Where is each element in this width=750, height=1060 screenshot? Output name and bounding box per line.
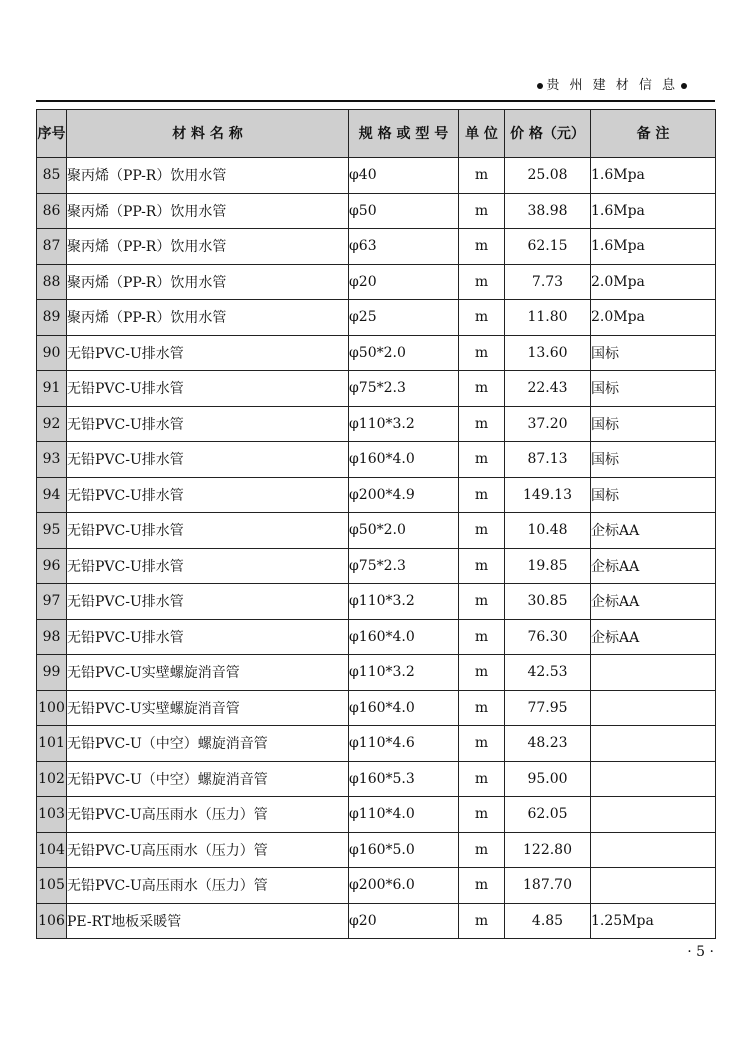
cell-price: 76.30: [505, 619, 591, 655]
cell-note: 1.6Mpa: [591, 158, 716, 194]
cell-unit: m: [459, 193, 505, 229]
cell-spec: φ200*6.0: [349, 868, 459, 904]
table-row: [37, 158, 716, 194]
cell-spec: φ110*3.2: [349, 655, 459, 691]
table-row: [37, 903, 716, 939]
table-header-row: [37, 110, 716, 158]
cell-no: 92: [37, 406, 67, 442]
cell-note: 2.0Mpa: [591, 300, 716, 336]
table-row: [37, 442, 716, 478]
cell-name: 聚丙烯（PP-R）饮用水管: [67, 158, 349, 194]
cell-no: 91: [37, 371, 67, 407]
table-row: [37, 832, 716, 868]
cell-price: 11.80: [505, 300, 591, 336]
cell-name: 聚丙烯（PP-R）饮用水管: [67, 193, 349, 229]
cell-name: 无铅PVC-U高压雨水（压力）管: [67, 832, 349, 868]
cell-name: 无铅PVC-U排水管: [67, 619, 349, 655]
cell-name: 无铅PVC-U实壁螺旋消音管: [67, 690, 349, 726]
table-row: [37, 229, 716, 265]
cell-note: 企标AA: [591, 513, 716, 549]
cell-price: 149.13: [505, 477, 591, 513]
cell-no: 100: [37, 690, 67, 726]
cell-price: 4.85: [505, 903, 591, 939]
cell-no: 85: [37, 158, 67, 194]
cell-spec: φ160*5.3: [349, 761, 459, 797]
cell-note: [591, 868, 716, 904]
cell-no: 90: [37, 335, 67, 371]
cell-name: PE-RT地板采暖管: [67, 903, 349, 939]
price-table: [36, 109, 716, 939]
col-header-unit: 单 位: [459, 110, 505, 158]
cell-spec: φ40: [349, 158, 459, 194]
cell-unit: m: [459, 761, 505, 797]
cell-unit: m: [459, 584, 505, 620]
cell-no: 101: [37, 726, 67, 762]
cell-price: 7.73: [505, 264, 591, 300]
cell-no: 106: [37, 903, 67, 939]
page-header: [534, 74, 690, 93]
cell-note: 企标AA: [591, 548, 716, 584]
cell-spec: φ20: [349, 903, 459, 939]
cell-name: 无铅PVC-U排水管: [67, 477, 349, 513]
cell-name: 无铅PVC-U排水管: [67, 371, 349, 407]
cell-no: 102: [37, 761, 67, 797]
header-rule: [36, 100, 715, 102]
table-row: [37, 300, 716, 336]
table-row: [37, 513, 716, 549]
col-header-no: 序号: [37, 110, 67, 158]
cell-price: 30.85: [505, 584, 591, 620]
col-header-spec: 规 格 或 型 号: [349, 110, 459, 158]
cell-no: 94: [37, 477, 67, 513]
table-row: [37, 548, 716, 584]
cell-note: 国标: [591, 406, 716, 442]
col-header-name: 材 料 名 称: [67, 110, 349, 158]
cell-note: [591, 726, 716, 762]
cell-unit: m: [459, 335, 505, 371]
cell-note: 国标: [591, 442, 716, 478]
cell-note: [591, 797, 716, 833]
cell-spec: φ25: [349, 300, 459, 336]
cell-spec: φ160*4.0: [349, 442, 459, 478]
cell-spec: φ110*3.2: [349, 406, 459, 442]
cell-unit: m: [459, 158, 505, 194]
col-header-note: 备 注: [591, 110, 716, 158]
cell-name: 无铅PVC-U实壁螺旋消音管: [67, 655, 349, 691]
cell-no: 89: [37, 300, 67, 336]
cell-unit: m: [459, 406, 505, 442]
cell-price: 122.80: [505, 832, 591, 868]
table-row: [37, 335, 716, 371]
table-row: [37, 406, 716, 442]
cell-price: 38.98: [505, 193, 591, 229]
cell-spec: φ160*5.0: [349, 832, 459, 868]
cell-price: 22.43: [505, 371, 591, 407]
cell-note: 1.25Mpa: [591, 903, 716, 939]
cell-price: 48.23: [505, 726, 591, 762]
cell-name: 聚丙烯（PP-R）饮用水管: [67, 229, 349, 265]
cell-note: 国标: [591, 371, 716, 407]
cell-name: 无铅PVC-U排水管: [67, 548, 349, 584]
cell-no: 104: [37, 832, 67, 868]
table-row: [37, 193, 716, 229]
table-row: [37, 868, 716, 904]
cell-no: 99: [37, 655, 67, 691]
table-row: [37, 264, 716, 300]
cell-unit: m: [459, 655, 505, 691]
cell-unit: m: [459, 300, 505, 336]
table-row: [37, 655, 716, 691]
cell-no: 105: [37, 868, 67, 904]
table-row: [37, 726, 716, 762]
table-row: [37, 584, 716, 620]
cell-note: 企标AA: [591, 619, 716, 655]
cell-no: 93: [37, 442, 67, 478]
cell-spec: φ75*2.3: [349, 371, 459, 407]
cell-spec: φ110*4.0: [349, 797, 459, 833]
cell-note: 国标: [591, 477, 716, 513]
cell-price: 87.13: [505, 442, 591, 478]
cell-price: 187.70: [505, 868, 591, 904]
cell-note: 国标: [591, 335, 716, 371]
cell-no: 88: [37, 264, 67, 300]
cell-no: 95: [37, 513, 67, 549]
cell-note: [591, 690, 716, 726]
cell-unit: m: [459, 371, 505, 407]
table-row: [37, 477, 716, 513]
cell-price: 37.20: [505, 406, 591, 442]
cell-name: 无铅PVC-U高压雨水（压力）管: [67, 797, 349, 833]
cell-name: 无铅PVC-U排水管: [67, 584, 349, 620]
cell-note: [591, 655, 716, 691]
cell-name: 无铅PVC-U排水管: [67, 513, 349, 549]
publication-title: 贵 州 建 材 信 息: [546, 78, 678, 93]
cell-no: 87: [37, 229, 67, 265]
page-number: · 5 ·: [687, 944, 714, 960]
cell-unit: m: [459, 477, 505, 513]
cell-unit: m: [459, 690, 505, 726]
cell-price: 62.05: [505, 797, 591, 833]
cell-unit: m: [459, 229, 505, 265]
table-row: [37, 619, 716, 655]
cell-name: 聚丙烯（PP-R）饮用水管: [67, 264, 349, 300]
cell-unit: m: [459, 548, 505, 584]
cell-spec: φ200*4.9: [349, 477, 459, 513]
cell-price: 13.60: [505, 335, 591, 371]
cell-spec: φ75*2.3: [349, 548, 459, 584]
cell-no: 103: [37, 797, 67, 833]
cell-name: 无铅PVC-U（中空）螺旋消音管: [67, 726, 349, 762]
cell-spec: φ20: [349, 264, 459, 300]
cell-spec: φ160*4.0: [349, 690, 459, 726]
cell-unit: m: [459, 797, 505, 833]
cell-price: 42.53: [505, 655, 591, 691]
bullet-icon: [537, 83, 543, 89]
table-row: [37, 797, 716, 833]
cell-note: 2.0Mpa: [591, 264, 716, 300]
cell-no: 98: [37, 619, 67, 655]
cell-price: 10.48: [505, 513, 591, 549]
cell-price: 25.08: [505, 158, 591, 194]
cell-no: 86: [37, 193, 67, 229]
cell-name: 无铅PVC-U高压雨水（压力）管: [67, 868, 349, 904]
cell-spec: φ50*2.0: [349, 513, 459, 549]
cell-note: [591, 761, 716, 797]
cell-unit: m: [459, 442, 505, 478]
table-row: [37, 761, 716, 797]
cell-name: 聚丙烯（PP-R）饮用水管: [67, 300, 349, 336]
cell-note: 企标AA: [591, 584, 716, 620]
cell-spec: φ50: [349, 193, 459, 229]
cell-name: 无铅PVC-U排水管: [67, 406, 349, 442]
cell-name: 无铅PVC-U（中空）螺旋消音管: [67, 761, 349, 797]
cell-unit: m: [459, 264, 505, 300]
cell-price: 62.15: [505, 229, 591, 265]
cell-note: 1.6Mpa: [591, 193, 716, 229]
cell-unit: m: [459, 726, 505, 762]
cell-note: [591, 832, 716, 868]
col-header-price: 价 格（元）: [505, 110, 591, 158]
cell-price: 19.85: [505, 548, 591, 584]
cell-spec: φ110*4.6: [349, 726, 459, 762]
cell-unit: m: [459, 619, 505, 655]
cell-price: 77.95: [505, 690, 591, 726]
cell-no: 97: [37, 584, 67, 620]
table-row: [37, 690, 716, 726]
cell-unit: m: [459, 868, 505, 904]
cell-name: 无铅PVC-U排水管: [67, 335, 349, 371]
bullet-icon: [681, 83, 687, 89]
cell-no: 96: [37, 548, 67, 584]
cell-note: 1.6Mpa: [591, 229, 716, 265]
cell-price: 95.00: [505, 761, 591, 797]
cell-name: 无铅PVC-U排水管: [67, 442, 349, 478]
table-row: [37, 371, 716, 407]
cell-unit: m: [459, 513, 505, 549]
cell-spec: φ110*3.2: [349, 584, 459, 620]
cell-unit: m: [459, 903, 505, 939]
cell-spec: φ50*2.0: [349, 335, 459, 371]
cell-unit: m: [459, 832, 505, 868]
cell-spec: φ63: [349, 229, 459, 265]
cell-spec: φ160*4.0: [349, 619, 459, 655]
